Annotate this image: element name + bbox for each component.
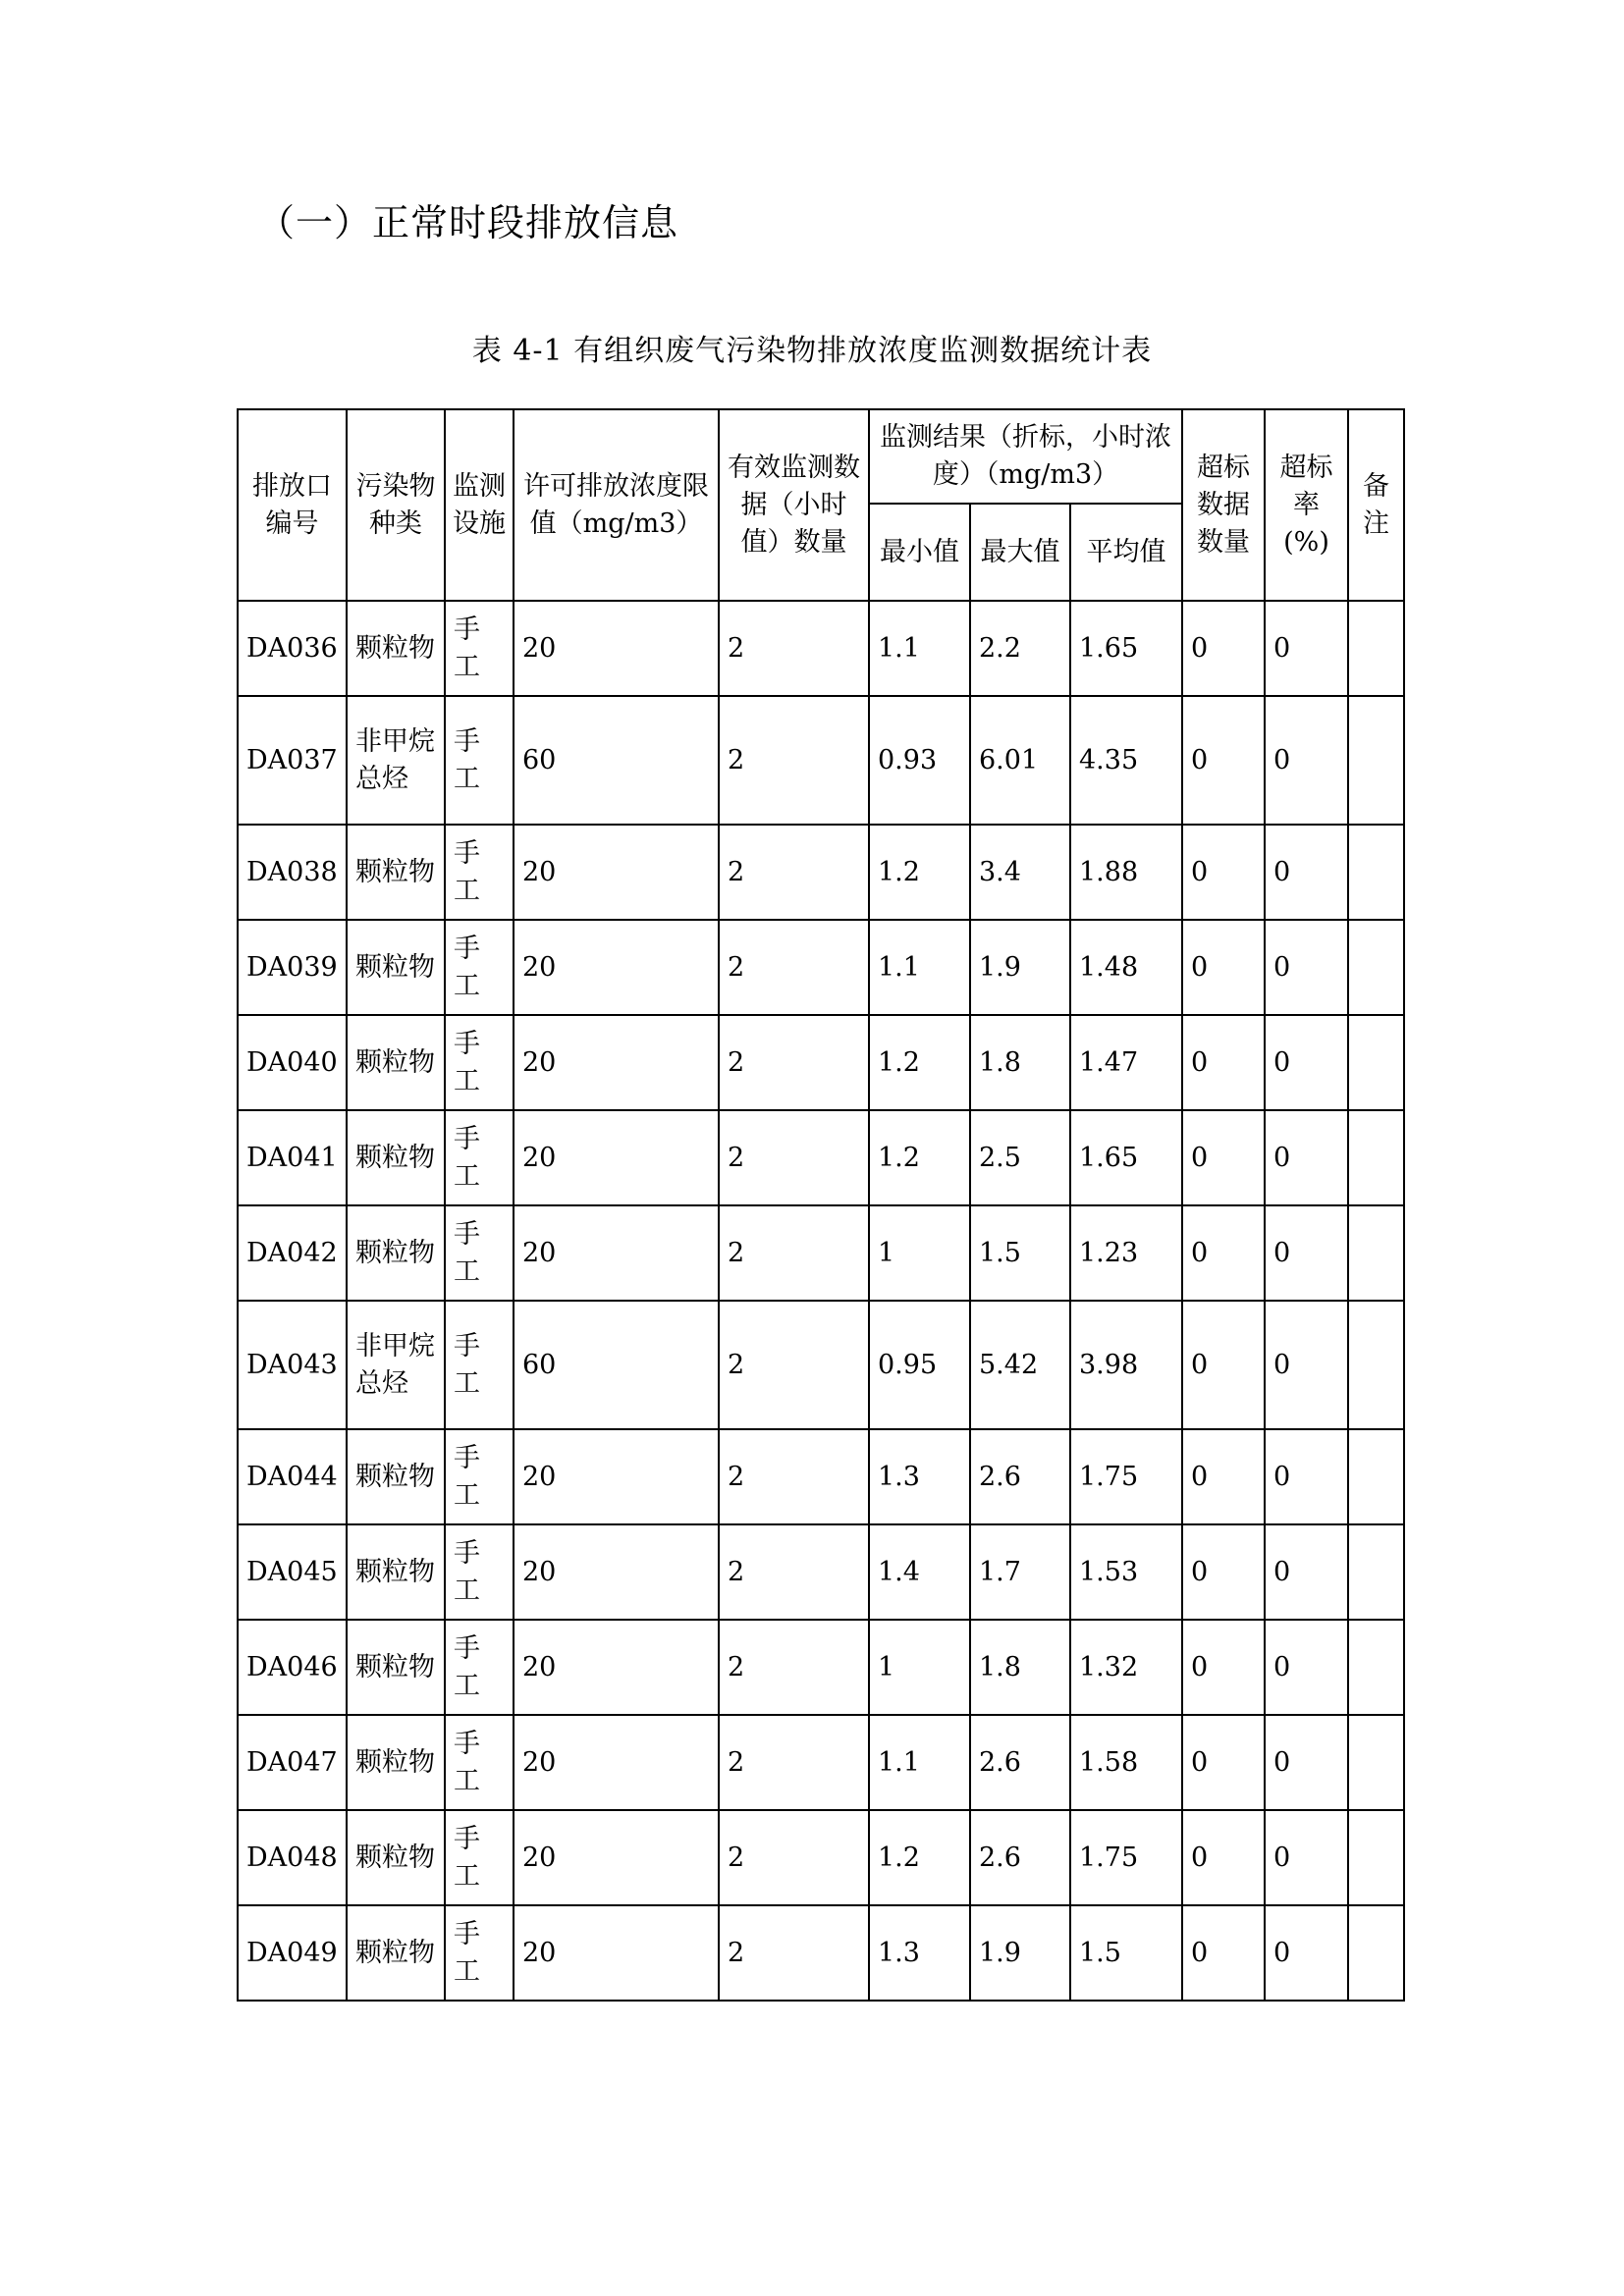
cell-pollutant: 颗粒物 — [347, 1524, 445, 1620]
cell-avg: 1.53 — [1070, 1524, 1182, 1620]
cell-limit: 20 — [514, 1715, 719, 1810]
cell-pollutant: 非甲烷总烃 — [347, 1301, 445, 1429]
cell-facility: 手工 — [445, 1905, 514, 2001]
cell-outlet-id: DA040 — [238, 1015, 347, 1110]
cell-remark — [1348, 1524, 1404, 1620]
cell-limit: 20 — [514, 1429, 719, 1524]
cell-min: 0.95 — [869, 1301, 970, 1429]
table-row — [238, 825, 1404, 920]
cell-pollutant: 非甲烷总烃 — [347, 696, 445, 825]
cell-max: 2.6 — [970, 1810, 1070, 1905]
cell-pollutant: 颗粒物 — [347, 1110, 445, 1205]
cell-max: 1.9 — [970, 920, 1070, 1015]
cell-avg: 1.65 — [1070, 601, 1182, 696]
section-heading: （一）正常时段排放信息 — [257, 201, 679, 244]
header-exceed-rate: 超标率(%) — [1265, 409, 1348, 601]
table-row — [238, 1524, 1404, 1620]
cell-outlet-id: DA038 — [238, 825, 347, 920]
cell-limit: 20 — [514, 920, 719, 1015]
cell-avg: 1.65 — [1070, 1110, 1182, 1205]
cell-exceed-rate: 0 — [1265, 1205, 1348, 1301]
cell-avg: 1.23 — [1070, 1205, 1182, 1301]
cell-facility: 手工 — [445, 1301, 514, 1429]
cell-exceed-count: 0 — [1182, 920, 1265, 1015]
cell-exceed-count: 0 — [1182, 1110, 1265, 1205]
cell-facility: 手工 — [445, 1810, 514, 1905]
cell-min: 1 — [869, 1620, 970, 1715]
header-min: 最小值 — [869, 504, 970, 601]
cell-max: 1.8 — [970, 1620, 1070, 1715]
cell-facility: 手工 — [445, 696, 514, 825]
cell-exceed-rate: 0 — [1265, 1110, 1348, 1205]
cell-limit: 60 — [514, 1301, 719, 1429]
cell-pollutant: 颗粒物 — [347, 920, 445, 1015]
cell-exceed-count: 0 — [1182, 1429, 1265, 1524]
cell-exceed-rate: 0 — [1265, 825, 1348, 920]
cell-avg: 1.75 — [1070, 1810, 1182, 1905]
cell-facility: 手工 — [445, 920, 514, 1015]
cell-max: 2.2 — [970, 601, 1070, 696]
cell-max: 1.7 — [970, 1524, 1070, 1620]
cell-valid-count: 2 — [719, 1524, 869, 1620]
cell-max: 1.5 — [970, 1205, 1070, 1301]
cell-min: 1.1 — [869, 601, 970, 696]
cell-pollutant: 颗粒物 — [347, 1905, 445, 2001]
cell-max: 1.8 — [970, 1015, 1070, 1110]
cell-exceed-rate: 0 — [1265, 601, 1348, 696]
cell-outlet-id: DA047 — [238, 1715, 347, 1810]
cell-pollutant: 颗粒物 — [347, 1205, 445, 1301]
emission-stats-table — [237, 408, 1405, 2002]
cell-limit: 20 — [514, 825, 719, 920]
header-avg: 平均值 — [1070, 504, 1182, 601]
cell-remark — [1348, 1110, 1404, 1205]
cell-exceed-rate: 0 — [1265, 1015, 1348, 1110]
cell-remark — [1348, 1810, 1404, 1905]
cell-outlet-id: DA042 — [238, 1205, 347, 1301]
cell-exceed-count: 0 — [1182, 696, 1265, 825]
cell-exceed-rate: 0 — [1265, 696, 1348, 825]
cell-limit: 20 — [514, 1810, 719, 1905]
cell-exceed-count: 0 — [1182, 1810, 1265, 1905]
cell-outlet-id: DA049 — [238, 1905, 347, 2001]
cell-min: 1 — [869, 1205, 970, 1301]
header-outlet-id: 排放口编号 — [238, 409, 347, 601]
cell-exceed-count: 0 — [1182, 1205, 1265, 1301]
cell-valid-count: 2 — [719, 825, 869, 920]
cell-facility: 手工 — [445, 825, 514, 920]
cell-avg: 1.58 — [1070, 1715, 1182, 1810]
cell-facility: 手工 — [445, 1524, 514, 1620]
cell-facility: 手工 — [445, 1620, 514, 1715]
table-row — [238, 1810, 1404, 1905]
cell-remark — [1348, 825, 1404, 920]
cell-exceed-count: 0 — [1182, 1524, 1265, 1620]
cell-exceed-rate: 0 — [1265, 1620, 1348, 1715]
cell-pollutant: 颗粒物 — [347, 1620, 445, 1715]
cell-exceed-count: 0 — [1182, 601, 1265, 696]
cell-limit: 20 — [514, 1015, 719, 1110]
cell-min: 1.2 — [869, 1810, 970, 1905]
cell-facility: 手工 — [445, 1205, 514, 1301]
cell-outlet-id: DA039 — [238, 920, 347, 1015]
cell-avg: 1.5 — [1070, 1905, 1182, 2001]
cell-exceed-rate: 0 — [1265, 1524, 1348, 1620]
table-row — [238, 601, 1404, 696]
cell-max: 3.4 — [970, 825, 1070, 920]
header-valid-count: 有效监测数据（小时值）数量 — [719, 409, 869, 601]
cell-remark — [1348, 1429, 1404, 1524]
cell-outlet-id: DA041 — [238, 1110, 347, 1205]
table-row — [238, 920, 1404, 1015]
cell-limit: 20 — [514, 1110, 719, 1205]
cell-valid-count: 2 — [719, 1905, 869, 2001]
cell-max: 2.5 — [970, 1110, 1070, 1205]
cell-outlet-id: DA044 — [238, 1429, 347, 1524]
cell-limit: 20 — [514, 1620, 719, 1715]
header-results-group: 监测结果（折标，小时浓度）（mg/m3） — [869, 409, 1182, 504]
cell-remark — [1348, 1620, 1404, 1715]
cell-min: 1.2 — [869, 1015, 970, 1110]
cell-exceed-rate: 0 — [1265, 1905, 1348, 2001]
cell-min: 1.2 — [869, 1110, 970, 1205]
cell-exceed-rate: 0 — [1265, 1301, 1348, 1429]
header-remark: 备注 — [1348, 409, 1404, 601]
cell-exceed-count: 0 — [1182, 1715, 1265, 1810]
cell-avg: 1.48 — [1070, 920, 1182, 1015]
cell-avg: 3.98 — [1070, 1301, 1182, 1429]
cell-max: 2.6 — [970, 1715, 1070, 1810]
cell-pollutant: 颗粒物 — [347, 825, 445, 920]
cell-remark — [1348, 1015, 1404, 1110]
table-caption: 表 4-1 有组织废气污染物排放浓度监测数据统计表 — [471, 334, 1153, 368]
cell-outlet-id: DA036 — [238, 601, 347, 696]
cell-limit: 60 — [514, 696, 719, 825]
cell-min: 1.2 — [869, 825, 970, 920]
cell-min: 1.4 — [869, 1524, 970, 1620]
table-row — [238, 1110, 1404, 1205]
cell-avg: 1.75 — [1070, 1429, 1182, 1524]
table-body — [238, 601, 1404, 2001]
cell-pollutant: 颗粒物 — [347, 1715, 445, 1810]
cell-remark — [1348, 1301, 1404, 1429]
header-pollutant: 污染物种类 — [347, 409, 445, 601]
cell-outlet-id: DA043 — [238, 1301, 347, 1429]
cell-exceed-rate: 0 — [1265, 1810, 1348, 1905]
table-row — [238, 696, 1404, 825]
cell-max: 2.6 — [970, 1429, 1070, 1524]
cell-min: 1.1 — [869, 1715, 970, 1810]
cell-avg: 1.88 — [1070, 825, 1182, 920]
cell-facility: 手工 — [445, 1015, 514, 1110]
cell-facility: 手工 — [445, 1715, 514, 1810]
cell-valid-count: 2 — [719, 1015, 869, 1110]
cell-valid-count: 2 — [719, 1810, 869, 1905]
cell-outlet-id: DA048 — [238, 1810, 347, 1905]
cell-valid-count: 2 — [719, 1715, 869, 1810]
cell-exceed-rate: 0 — [1265, 920, 1348, 1015]
cell-facility: 手工 — [445, 1110, 514, 1205]
cell-remark — [1348, 1205, 1404, 1301]
cell-min: 1.1 — [869, 920, 970, 1015]
cell-max: 5.42 — [970, 1301, 1070, 1429]
table-row — [238, 1905, 1404, 2001]
cell-outlet-id: DA045 — [238, 1524, 347, 1620]
table-row — [238, 1205, 1404, 1301]
table-row — [238, 1620, 1404, 1715]
cell-valid-count: 2 — [719, 1620, 869, 1715]
table-row — [238, 1429, 1404, 1524]
cell-min: 1.3 — [869, 1429, 970, 1524]
header-exceed-count: 超标数据数量 — [1182, 409, 1265, 601]
cell-avg: 4.35 — [1070, 696, 1182, 825]
cell-exceed-count: 0 — [1182, 1905, 1265, 2001]
cell-facility: 手工 — [445, 601, 514, 696]
cell-valid-count: 2 — [719, 920, 869, 1015]
cell-max: 6.01 — [970, 696, 1070, 825]
cell-limit: 20 — [514, 1905, 719, 2001]
cell-limit: 20 — [514, 601, 719, 696]
cell-limit: 20 — [514, 1524, 719, 1620]
cell-limit: 20 — [514, 1205, 719, 1301]
table-row — [238, 1015, 1404, 1110]
cell-remark — [1348, 601, 1404, 696]
cell-min: 1.3 — [869, 1905, 970, 2001]
cell-valid-count: 2 — [719, 1110, 869, 1205]
table-row — [238, 1715, 1404, 1810]
cell-pollutant: 颗粒物 — [347, 1810, 445, 1905]
cell-min: 0.93 — [869, 696, 970, 825]
cell-exceed-count: 0 — [1182, 1015, 1265, 1110]
header-max: 最大值 — [970, 504, 1070, 601]
cell-exceed-count: 0 — [1182, 825, 1265, 920]
cell-valid-count: 2 — [719, 696, 869, 825]
cell-remark — [1348, 920, 1404, 1015]
cell-pollutant: 颗粒物 — [347, 1015, 445, 1110]
cell-outlet-id: DA046 — [238, 1620, 347, 1715]
cell-exceed-count: 0 — [1182, 1301, 1265, 1429]
header-facility: 监测设施 — [445, 409, 514, 601]
cell-valid-count: 2 — [719, 1205, 869, 1301]
cell-facility: 手工 — [445, 1429, 514, 1524]
header-limit: 许可排放浓度限值（mg/m3） — [514, 409, 719, 601]
cell-pollutant: 颗粒物 — [347, 1429, 445, 1524]
cell-remark — [1348, 1905, 1404, 2001]
cell-valid-count: 2 — [719, 1301, 869, 1429]
cell-exceed-rate: 0 — [1265, 1715, 1348, 1810]
cell-remark — [1348, 696, 1404, 825]
cell-outlet-id: DA037 — [238, 696, 347, 825]
cell-exceed-count: 0 — [1182, 1620, 1265, 1715]
cell-remark — [1348, 1715, 1404, 1810]
cell-avg: 1.32 — [1070, 1620, 1182, 1715]
table-row — [238, 1301, 1404, 1429]
cell-avg: 1.47 — [1070, 1015, 1182, 1110]
cell-pollutant: 颗粒物 — [347, 601, 445, 696]
cell-max: 1.9 — [970, 1905, 1070, 2001]
cell-valid-count: 2 — [719, 601, 869, 696]
cell-valid-count: 2 — [719, 1429, 869, 1524]
cell-exceed-rate: 0 — [1265, 1429, 1348, 1524]
